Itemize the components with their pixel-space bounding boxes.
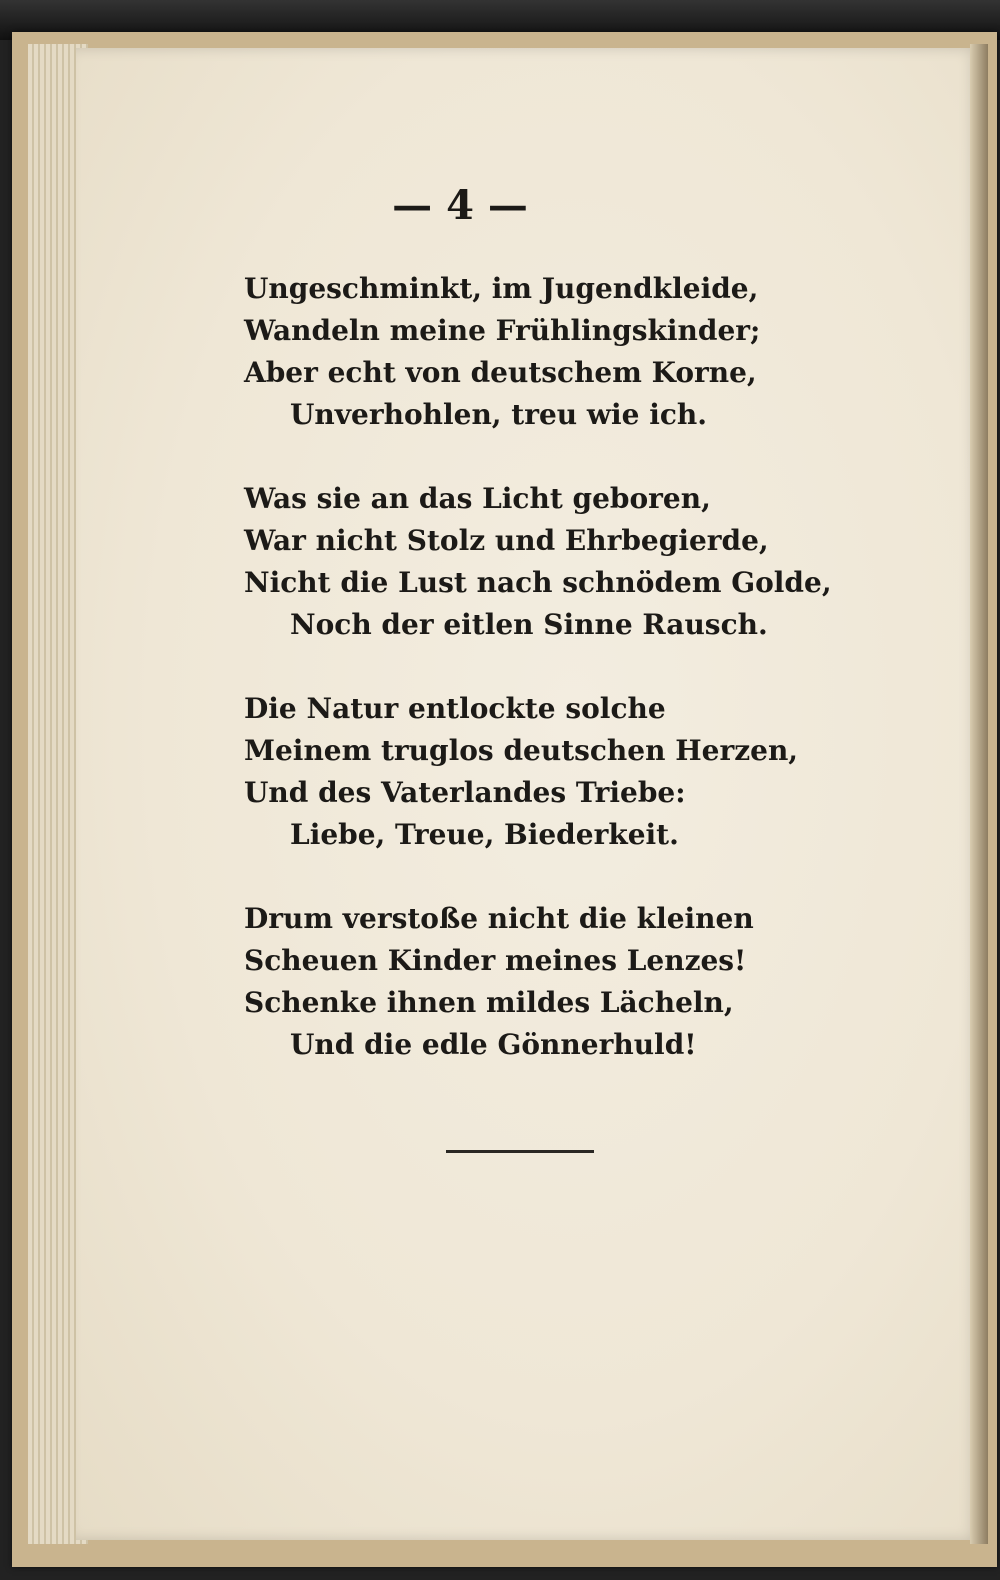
stanza-3 bbox=[244, 688, 844, 856]
poem-line: Meinem truglos deutschen Herzen, bbox=[244, 734, 799, 767]
poem-line: Ungeschminkt, im Jugendkleide, bbox=[244, 272, 759, 305]
poem-line: Wandeln meine Frühlingskinder; bbox=[244, 314, 761, 347]
poem-line: Und die edle Gönnerhuld! bbox=[290, 1028, 697, 1061]
poem bbox=[244, 268, 844, 1108]
poem-line: Nicht die Lust nach schnödem Golde, bbox=[244, 566, 832, 599]
stanza-2 bbox=[244, 478, 844, 646]
poem-line: Schenke ihnen mildes Lächeln, bbox=[244, 986, 734, 1019]
spine-shadow bbox=[970, 44, 988, 1544]
poem-line: Noch der eitlen Sinne Rausch. bbox=[290, 608, 768, 641]
poem-line: Liebe, Treue, Biederkeit. bbox=[290, 818, 679, 851]
poem-line: Unverhohlen, treu wie ich. bbox=[290, 398, 708, 431]
poem-line: Drum verstoße nicht die kleinen bbox=[244, 902, 754, 935]
stanza-1 bbox=[244, 268, 844, 436]
page-number: — 4 — bbox=[392, 182, 528, 229]
poem-line: War nicht Stolz und Ehrbegierde, bbox=[244, 524, 769, 557]
poem-line: Und des Vaterlandes Triebe: bbox=[244, 776, 686, 809]
closing-rule bbox=[446, 1150, 594, 1153]
poem-line: Was sie an das Licht geboren, bbox=[244, 482, 711, 515]
poem-line: Scheuen Kinder meines Lenzes! bbox=[244, 944, 747, 977]
poem-line: Die Natur entlockte solche bbox=[244, 692, 666, 725]
stanza-4 bbox=[244, 898, 844, 1066]
poem-line: Aber echt von deutschem Korne, bbox=[244, 356, 757, 389]
